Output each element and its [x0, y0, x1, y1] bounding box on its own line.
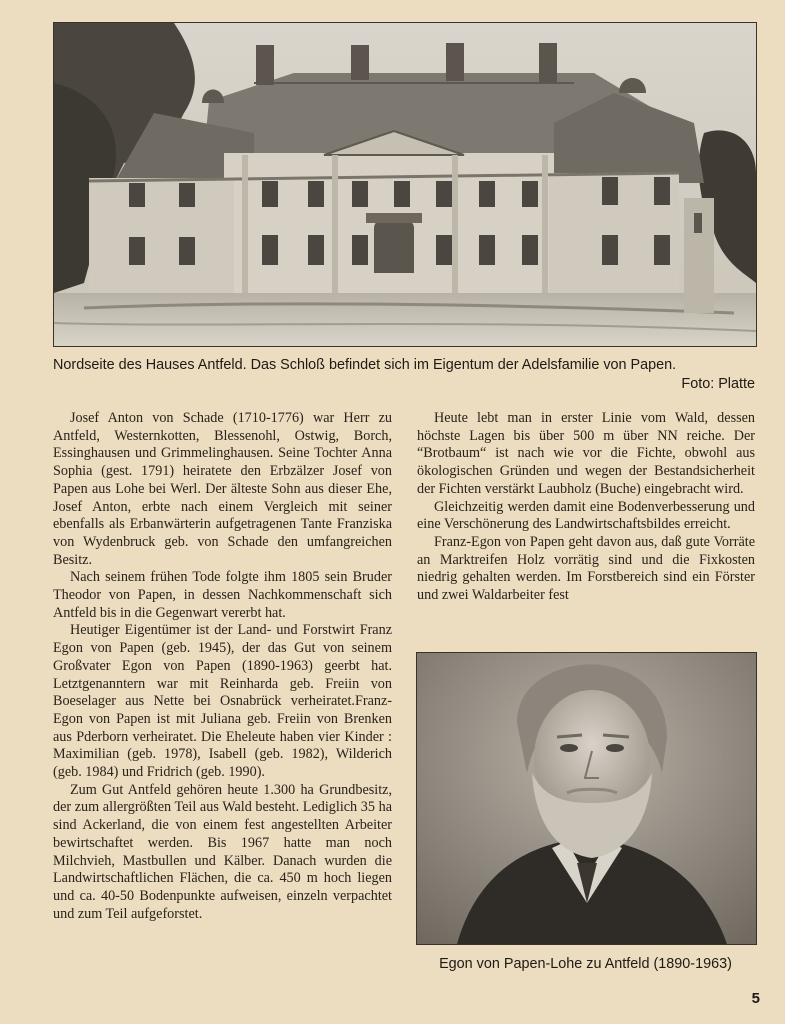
page-number: 5: [751, 990, 760, 1007]
left-text-column: [53, 410, 392, 923]
paragraph: Heutiger Eigentümer ist der Land- und Forstwirt Franz Egon von Papen (geb. 1945), der das Gut von seinem Großvater Egon von Papen (1890-1963) geerbt hat. Letztgenanntern war mit Reinharda geb. Freiin von Boeselager aus Nette bei Osnabrück verheiratet.Franz-Egon von Papen ist mit Juliana geb. Freiin von Brenken aus Pderborn verheiratet. Die Eheleute haben vier Kinder : Maximilian (geb. 1978), Isabell (geb. 1982), Wilderich (geb. 1984) und Fridrich (geb. 1990).: [53, 622, 392, 781]
castle-photo-caption: [53, 356, 755, 394]
photo-credit: Foto: Platte: [681, 376, 755, 392]
paragraph: Franz-Egon von Papen geht davon aus, daß gute Vorräte an Marktreifen Holz vorrätig sind und die Fixkosten niedrig gehalten werden. Im Forstbereich sind ein Förster und zwei Waldarbeiter fest: [417, 533, 755, 604]
paragraph: Heute lebt man in erster Linie vom Wald, dessen höchste Lagen bis über 500 m über NN reiche. Der “Brotbaum“ ist nach wie vor die Fichte, obwohl aus ökologischen Gründen und wegen der Bestandsicherheit der Fichten verstärkt Laubholz (Buche) eingebracht wird.: [417, 410, 755, 497]
castle-illustration: [54, 23, 756, 346]
paragraph: Zum Gut Antfeld gehören heute 1.300 ha Grundbesitz, der zum allergrößten Teil aus Wald besteht. Lediglich 35 ha sind Ackerland, die von einem fest angestellten Arbeiter bewirtschaftet werden. Bis 1967 hatte man noch Milchvieh, Mastbullen und Kälber. Danach wurden die Landwirtschaftlichen Flächen, die ca. 450 m hoch liegen und ca. 40-50 Bodenpunkte aufweisen, einzeln verpachtet und zum Teil aufgeforstet.: [53, 781, 392, 922]
castle-photo: [53, 22, 757, 347]
paragraph: Nach seinem frühen Tode folgte ihm 1805 sein Bruder Theodor von Papen, in dessen Nachkommenschaft sich Antfeld bis in die Gegenwart vererbt hat.: [53, 569, 392, 621]
paragraph: Josef Anton von Schade (1710-1776) war Herr zu Antfeld, Westernkotten, Blessenohl, Ostwig, Borch, Essinghausen und Grimmelinghausen. Seine Tochter Anna Sophia (gest. 1791) heiratete den Erbzälzer Josef von Papen aus Lohe bei Werl. Der älteste Sohn aus dieser Ehe, Josef Anton, erbte nach einem Vergleich mit seiner ebenfalls als Erbanwärterin aufgetragenen Tante Franziska von Wydenbruck geb. von Schade den umfangreichen Besitz.: [53, 410, 392, 568]
right-text-column: [417, 410, 755, 605]
portrait-caption: Egon von Papen-Lohe zu Antfeld (1890-1963): [439, 956, 732, 972]
portrait-photo: [416, 652, 757, 945]
portrait-illustration: [417, 653, 756, 944]
paragraph: Gleichzeitig werden damit eine Bodenverbesserung und eine Verschönerung des Landwirtschaftsbildes erreicht.: [417, 498, 755, 533]
castle-caption-text: Nordseite des Hauses Antfeld. Das Schloß befindet sich im Eigentum der Adelsfamilie von Papen.: [53, 357, 677, 373]
